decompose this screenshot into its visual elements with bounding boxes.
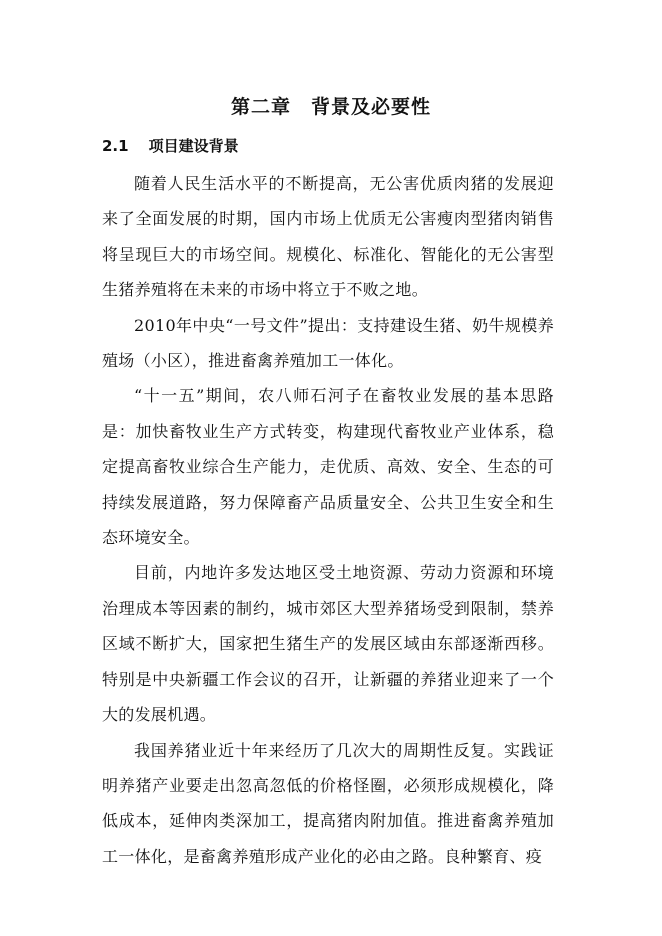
section-title: 项目建设背景 bbox=[148, 137, 239, 155]
paragraph: 随着人民生活水平的不断提高，无公害优质肉猪的发展迎来了全面发展的时期，国内市场上优质无公害瘦肉型猪肉销售将呈现巨大的市场空间。规模化、标准化、智能化的无公害型生猪养殖将在未来的市场中将立于不败之地。 bbox=[102, 174, 554, 300]
paragraph: 2010年中央“一号文件”提出：支持建设生猪、奶牛规模养殖场（小区），推进畜禽养殖加工一体化。 bbox=[102, 315, 554, 371]
chapter-title: 第二章 背景及必要性 bbox=[230, 96, 431, 118]
section-heading bbox=[102, 135, 239, 156]
body-text bbox=[102, 166, 554, 874]
paragraph: “十一五”期间，农八师石河子在畜牧业发展的基本思路是：加快畜牧业生产方式转变，构建现代畜牧业产业体系，稳定提高畜牧业综合生产能力，走优质、高效、安全、生态的可持续发展道路，努力保障畜产品质量安全、公共卫生安全和生态环境安全。 bbox=[102, 386, 554, 548]
paragraph: 我国养猪业近十年来经历了几次大的周期性反复。实践证明养猪产业要走出忽高忽低的价格怪圈，必须形成规模化，降低成本，延伸肉类深加工，提高猪肉附加值。推进畜禽养殖加工一体化，是畜禽养殖形成产业化的必由之路。良种繁育、疫 bbox=[102, 740, 554, 866]
paragraph: 目前，内地许多发达地区受土地资源、劳动力资源和环境治理成本等因素的制约，城市郊区大型养猪场受到限制，禁养区域不断扩大，国家把生猪生产的发展区域由东部逐渐西移。特别是中央新疆工作会议的召开，让新疆的养猪业迎来了一个大的发展机遇。 bbox=[102, 563, 554, 725]
section-number: 2.1 bbox=[102, 137, 129, 155]
